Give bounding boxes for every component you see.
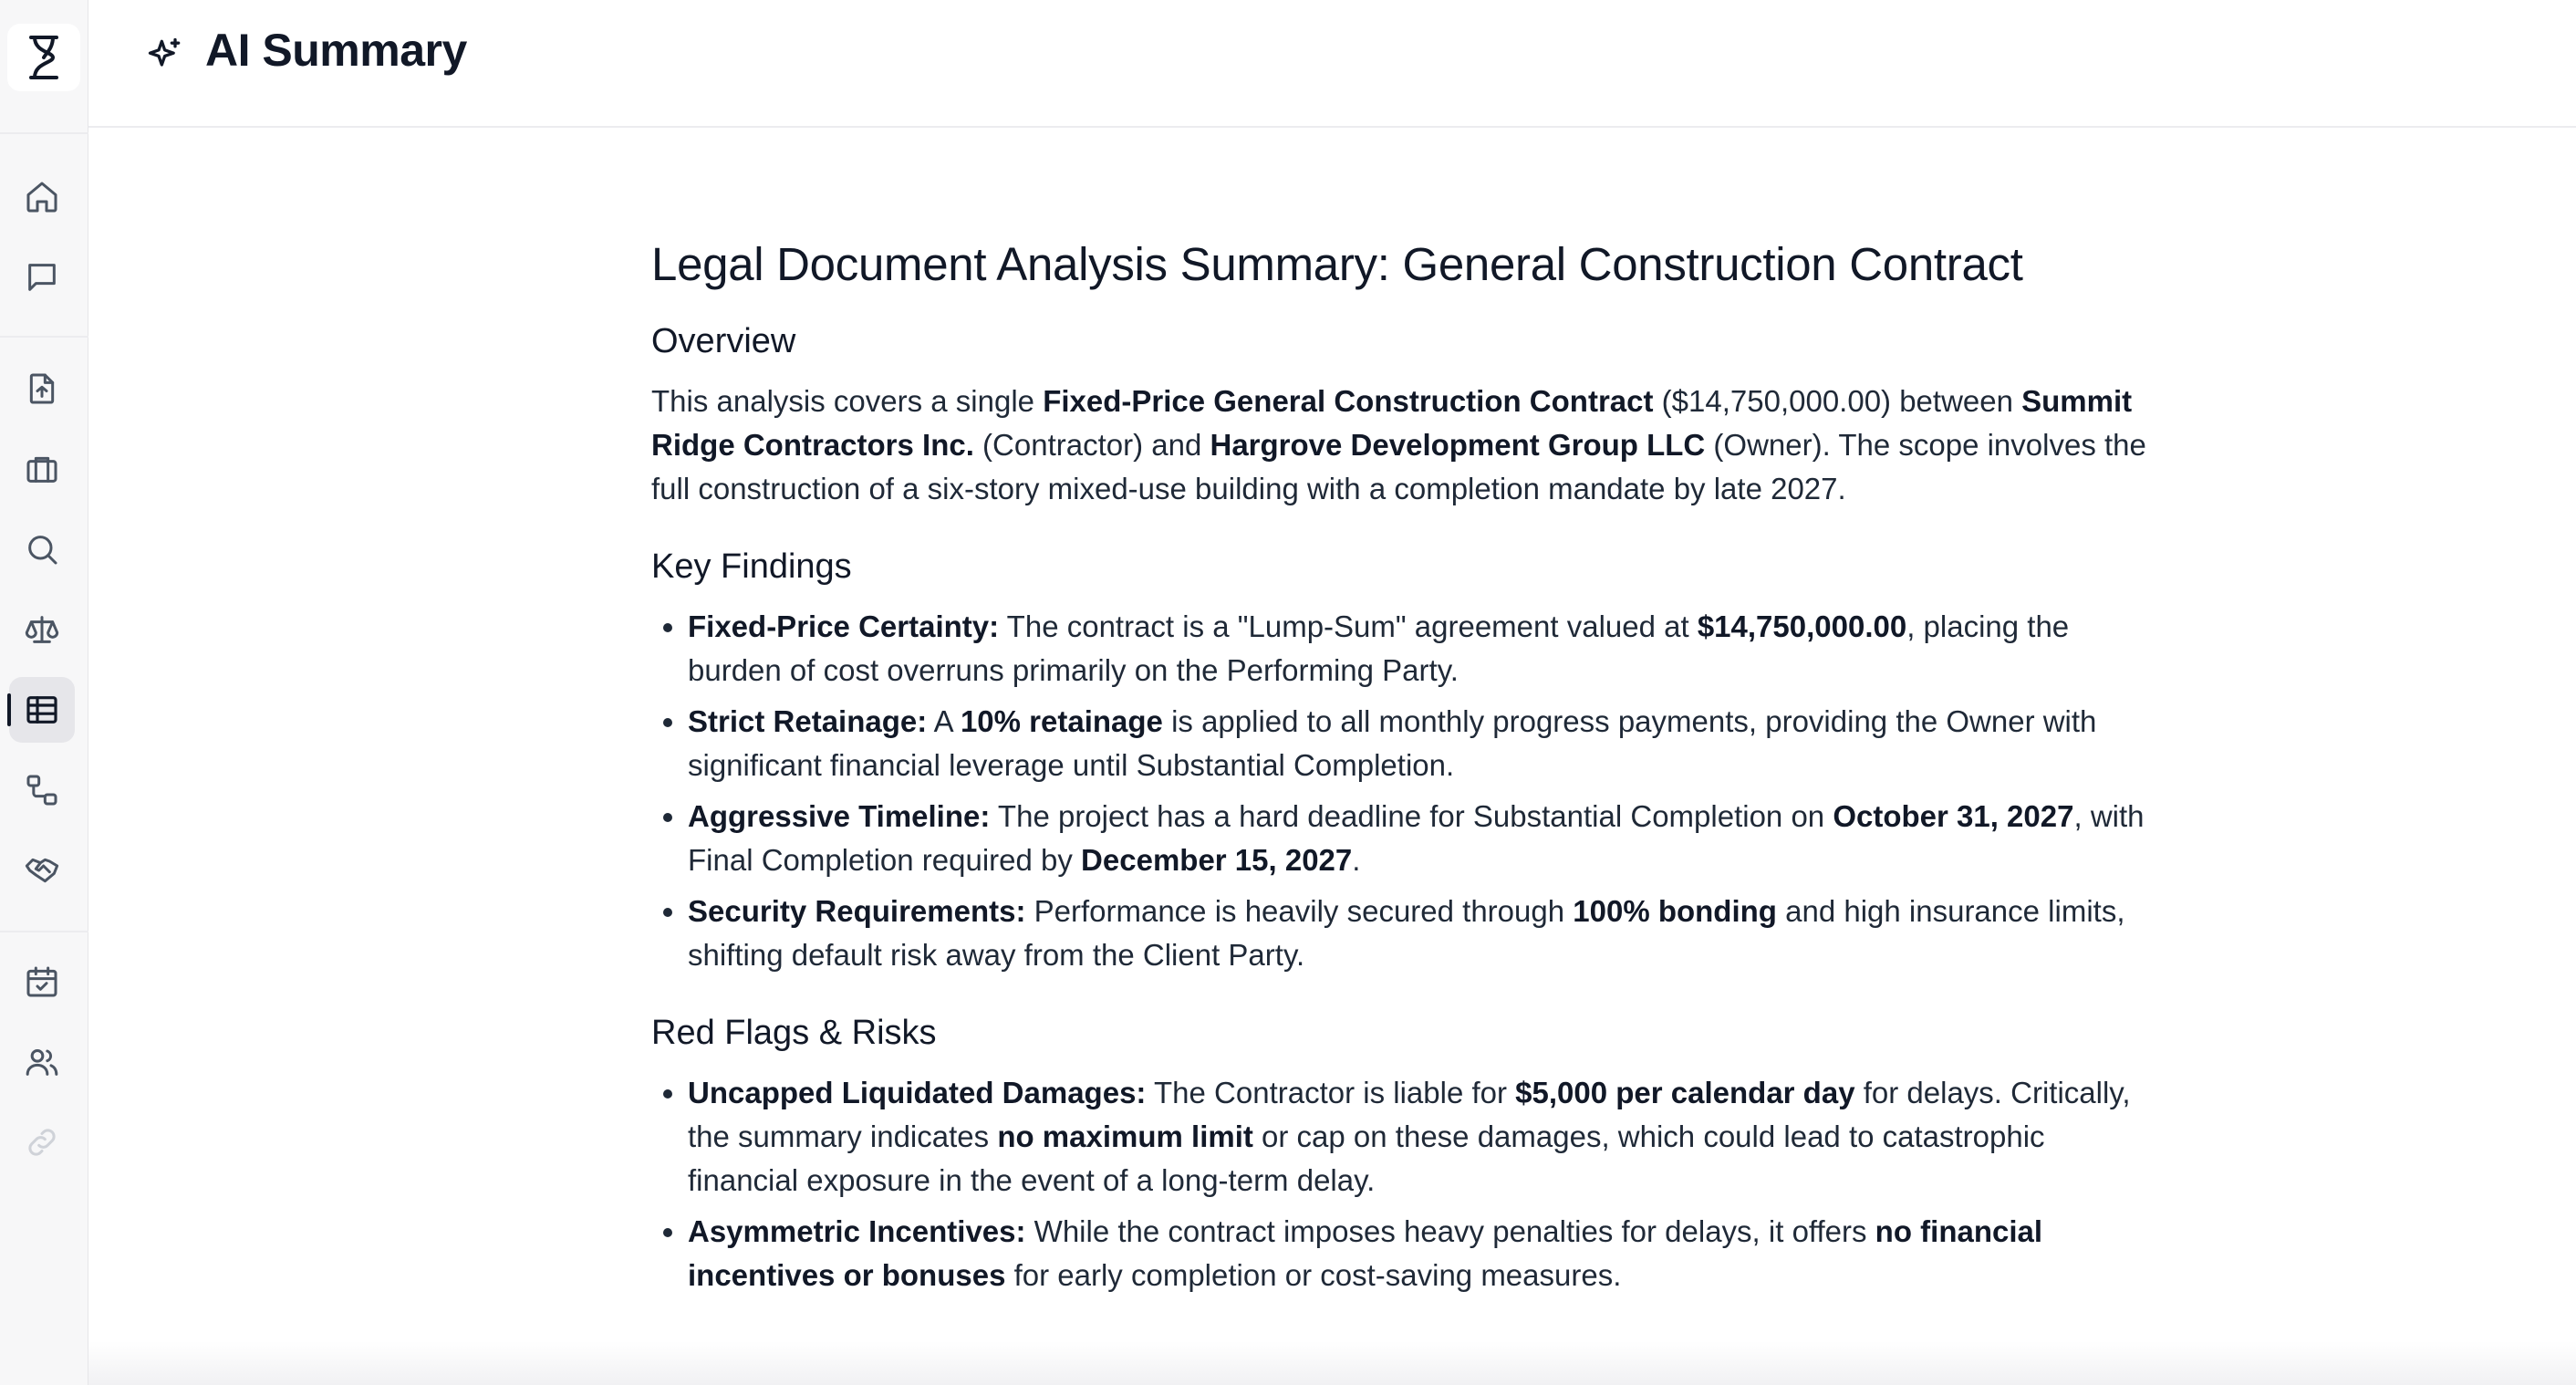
key-findings-heading: Key Findings xyxy=(651,547,852,586)
sidebar-item-cases[interactable] xyxy=(9,436,75,502)
list-item: • Security Requirements: Performance is heavily secured through 100% bonding and high insurance limits, shifting default risk away from the Client Party. xyxy=(688,890,2156,977)
sidebar-item-home[interactable] xyxy=(9,164,75,230)
link-icon xyxy=(24,1124,60,1161)
sidebar-divider xyxy=(0,931,88,932)
overview-heading: Overview xyxy=(651,322,796,360)
briefcase-icon xyxy=(24,451,60,487)
list-item: • Uncapped Liquidated Damages: The Contractor is liable for $5,000 per calendar day for delays. Critically, the summary indicates no maximum limit or cap on these damages, which could lead to catastrophic financial exposure in the event of a long-term delay. xyxy=(688,1071,2156,1203)
list-item: • Strict Retainage: A 10% retainage is applied to all monthly progress payments, providing the Owner with significant financial leverage until Substantial Completion. xyxy=(688,700,2156,787)
workflow-icon xyxy=(24,772,60,808)
sidebar-divider xyxy=(0,132,88,134)
document-title: Legal Document Analysis Summary: General Construction Contract xyxy=(651,238,2023,290)
sidebar-item-deals[interactable] xyxy=(9,838,75,903)
overview-paragraph: This analysis covers a single Fixed-Price General Construction Contract ($14,750,000.00) between Summit Ridge Contractors Inc. (Contractor) and Hargrove Development Group LLC (Owner). The scope involves the full construction of a six-story mixed-use building with a completion mandate by late 2027. xyxy=(651,384,2146,505)
red-flags-heading: Red Flags & Risks xyxy=(651,1014,937,1052)
sidebar-item-legal[interactable] xyxy=(9,597,75,662)
file-upload-icon xyxy=(24,370,60,407)
list-item: • Fixed-Price Certainty: The contract is a "Lump-Sum" agreement valued at $14,750,000.00, placing the burden of cost overruns primarily on the Performing Party. xyxy=(688,605,2156,692)
chat-icon xyxy=(24,259,60,296)
sidebar-item-calendar[interactable] xyxy=(9,949,75,1015)
summary-document xyxy=(651,215,2156,1334)
calendar-check-icon xyxy=(24,963,60,1000)
sidebar-divider xyxy=(0,336,88,338)
table-icon xyxy=(24,692,60,728)
list-item: • Asymmetric Incentives: While the contract imposes heavy penalties for delays, it offers no financial incentives or bonuses for early completion or cost-saving measures. xyxy=(688,1210,2156,1297)
hourglass-logo-icon xyxy=(26,34,62,81)
scroll-fade xyxy=(88,1341,2576,1385)
red-flags-list xyxy=(651,1071,2156,1297)
scale-icon xyxy=(24,611,60,648)
page-header xyxy=(88,0,2576,128)
search-icon xyxy=(24,531,60,568)
sidebar xyxy=(0,0,88,1385)
app-logo[interactable] xyxy=(7,24,80,91)
handshake-icon xyxy=(24,852,60,889)
sidebar-item-search[interactable] xyxy=(9,516,75,582)
home-icon xyxy=(24,179,60,215)
sidebar-item-chat[interactable] xyxy=(9,245,75,310)
page-title: AI Summary xyxy=(205,25,467,76)
list-item: • Aggressive Timeline: The project has a hard deadline for Substantial Completion on October 31, 2027, with Final Completion required by December 15, 2027. xyxy=(688,795,2156,882)
sidebar-item-links xyxy=(9,1109,75,1175)
users-icon xyxy=(24,1044,60,1080)
sidebar-item-users[interactable] xyxy=(9,1029,75,1095)
sparkle-icon xyxy=(145,35,185,75)
key-findings-list xyxy=(651,605,2156,977)
sidebar-item-table[interactable] xyxy=(9,677,75,743)
sidebar-item-upload[interactable] xyxy=(9,356,75,422)
sidebar-item-workflow[interactable] xyxy=(9,757,75,823)
